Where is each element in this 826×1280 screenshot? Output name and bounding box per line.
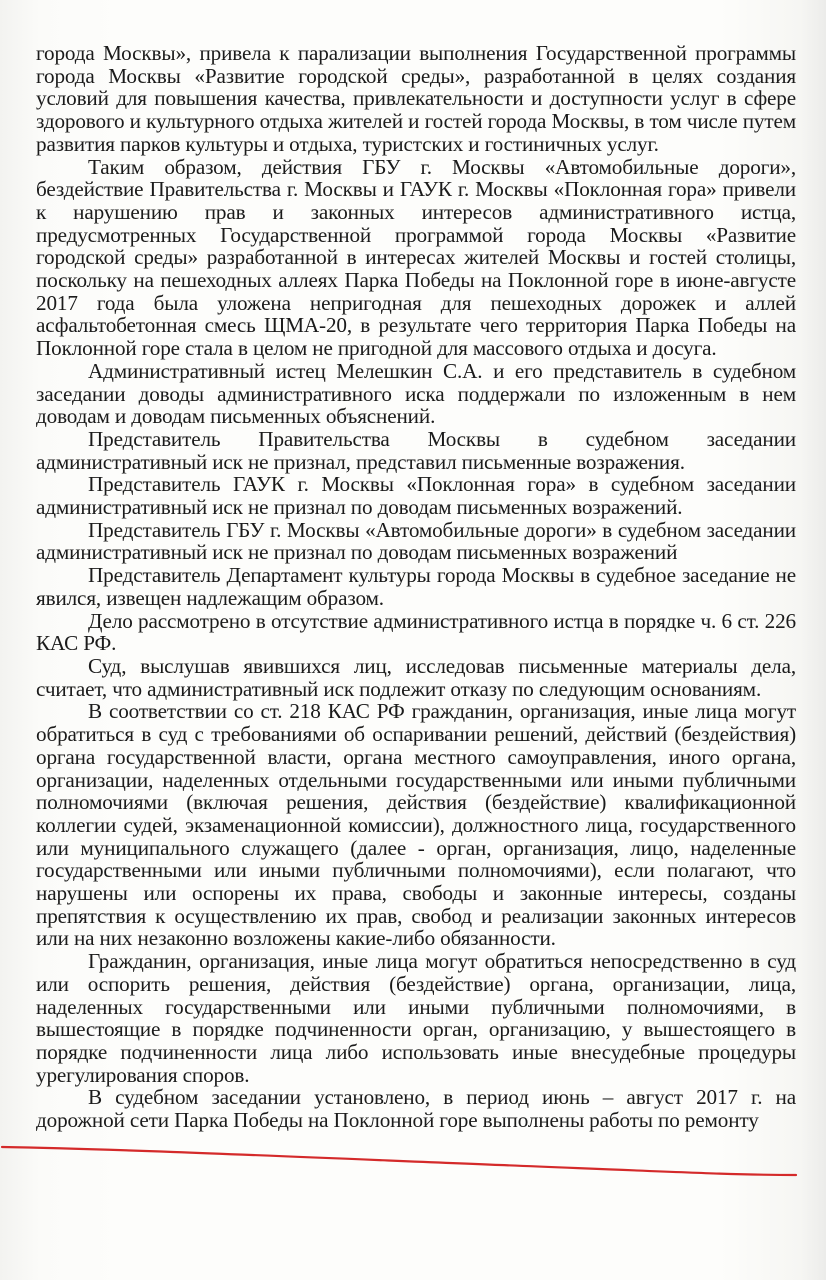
paragraph-3: Административный истец Мелешкин С.А. и его представитель в судебном заседании доводы административного иска поддержали по изложенным в нем доводам и доводам письменных объяснений. bbox=[36, 358, 796, 429]
paragraph-1: города Москвы», привела к парализации выполнения Государственной программы города Москвы «Развитие городской среды», разработанной в целях создания условий для повышения качества, привлекательности и доступности услуг в сфере здорового и культурного отдыха жителей и гостей города Москвы, в том числе путем развития парков культуры и отдыха, туристских и гостиничных услуг. bbox=[36, 41, 796, 156]
paragraph-4: Представитель Правительства Москвы в судебном заседании административный иск не признал, представил письменные возражения. bbox=[36, 426, 796, 474]
red-underline-annotation bbox=[0, 1143, 800, 1183]
document-body bbox=[36, 42, 796, 1132]
paragraph-11: Гражданин, организация, иные лица могут обратиться непосредственно в суд или оспорить решения, действия (бездействие) органа, организации, лица, наделенных государственными или иными публичными полномочиями, в вышестоящие в порядке подчиненности орган, организацию, у вышестоящего в порядке подчиненности лица либо использовать иные внесудебные процедуры урегулирования споров. bbox=[36, 949, 796, 1087]
paragraph-10: В соответствии со ст. 218 КАС РФ гражданин, организация, иные лица могут обратиться в суд с требованиями об оспаривании решений, действий (бездействия) органа государственной власти, органа местного самоуправления, иного органа, организации, наделенных отдельными государственными или иными публичными полномочиями (включая решения, действия (бездействие) квалификационной коллегии судей, экзаменационной комиссии), должностного лица, государственного или муниципального служащего (далее - орган, организация, лицо, наделенные государственными или иными публичными полномочиями), если полагают, что нарушены или оспорены их права, свободы и законные интересы, созданы препятствия к осуществлению их прав, свобод и реализации законных интересов или на них незаконно возложены какие-либо обязанности. bbox=[36, 699, 796, 951]
paragraph-9: Суд, выслушав явившихся лиц, исследовав письменные материалы дела, считает, что административный иск подлежит отказу по следующим основаниям. bbox=[36, 653, 796, 701]
paragraph-8: Дело рассмотрено в отсутствие административного истца в порядке ч. 6 ст. 226 КАС РФ. bbox=[36, 608, 796, 656]
paragraph-6: Представитель ГБУ г. Москвы «Автомобильные дороги» в судебном заседании административный иск не признал по доводам письменных возражений bbox=[36, 517, 796, 565]
paragraph-12: В судебном заседании установлено, в период июнь – август 2017 г. на дорожной сети Парка Победы на Поклонной горе выполнены работы по ремонту bbox=[36, 1085, 796, 1133]
paragraph-2: Таким образом, действия ГБУ г. Москвы «Автомобильные дороги», бездействие Правительства г. Москвы и ГАУК г. Москвы «Поклонная гора» привели к нарушению прав и законных интересов административного истца, предусмотренных Государственной программой города Москвы «Развитие городской среды» разработанной в интересах жителей Москвы и гостей столицы, поскольку на пешеходных аллеях Парка Победы на Поклонной горе в июне-августе 2017 года была уложена непригодная для пешеходных дорожек и аллей асфальтобетонная смесь ЩМА-20, в результате чего территория Парка Победы на Поклонной горе стала в целом не пригодной для массового отдыха и досуга. bbox=[36, 154, 796, 361]
paragraph-7: Представитель Департамент культуры города Москвы в судебное заседание не явился, извещен надлежащим образом. bbox=[36, 563, 796, 610]
paragraph-5: Представитель ГАУК г. Москвы «Поклонная гора» в судебном заседании административный иск не признал по доводам письменных возражений. bbox=[36, 472, 796, 520]
